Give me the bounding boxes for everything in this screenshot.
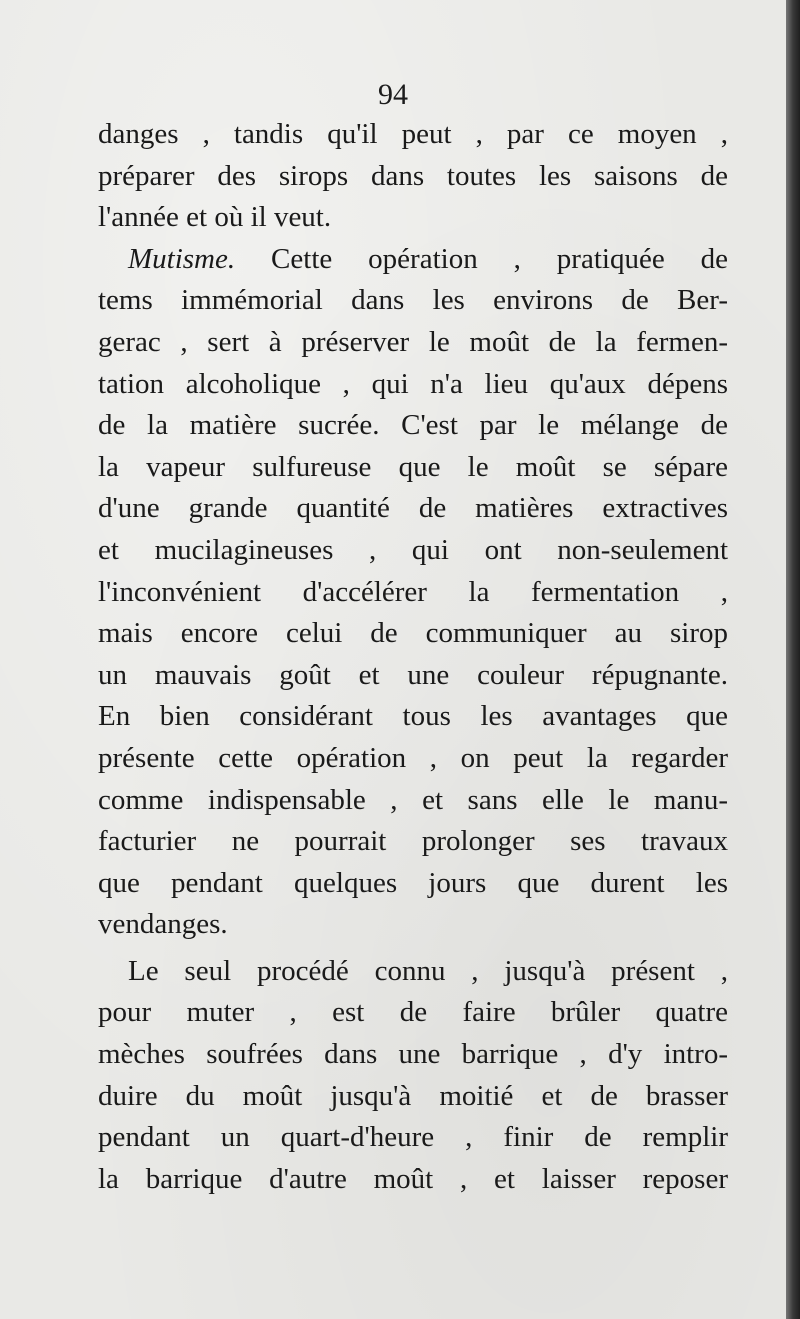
line-text: danges , tandis qu'il peut , par ce moyen , — [98, 118, 728, 150]
text-line — [98, 1159, 728, 1201]
line-text: mais encore celui de communiquer au sirop — [98, 617, 728, 650]
line-text: pendant un quart-d'heure , finir de remplir — [98, 1121, 728, 1154]
text-line — [98, 821, 728, 863]
text-line — [98, 405, 728, 447]
line-text: préparer des sirops dans toutes les saisons de — [98, 159, 728, 192]
text-line — [98, 364, 728, 406]
text-line — [98, 696, 728, 738]
text-line — [98, 863, 728, 905]
text-line — [98, 1076, 728, 1118]
text-line — [98, 322, 728, 364]
text-line — [98, 1034, 728, 1076]
line-text: un mauvais goût et une couleur répugnante. — [98, 658, 728, 691]
line-text: tation alcoholique , qui n'a lieu qu'aux dépens — [98, 367, 728, 400]
text-line — [98, 447, 728, 489]
line-text: la vapeur sulfureuse que le moût se sépare — [98, 450, 728, 483]
line-text: comme indispensable , et sans elle le manu- — [98, 783, 728, 816]
line-text: la barrique d'autre moût , et laisser reposer — [98, 1162, 728, 1195]
line-text: l'année et où il veut. — [98, 201, 332, 234]
text-line — [98, 992, 728, 1034]
section-heading: Mutisme. — [128, 242, 236, 275]
text-line — [98, 197, 728, 239]
page-number: 94 — [378, 78, 408, 111]
line-text: gerac , sert à préserver le moût de la fermen- — [98, 325, 728, 358]
line-text: pour muter , est de faire brûler quatre — [98, 996, 728, 1029]
text-line — [98, 239, 728, 281]
text-line — [98, 904, 728, 946]
text-line — [98, 530, 728, 572]
text-line — [98, 613, 728, 655]
line-text: mèches soufrées dans une barrique , d'y intro- — [98, 1038, 728, 1071]
text-line — [98, 488, 728, 530]
line-text: de la matière sucrée. C'est par le mélange de — [98, 409, 728, 442]
line-text: duire du moût jusqu'à moitié et de brasser — [98, 1079, 728, 1112]
text-line — [98, 280, 728, 322]
text-line — [98, 738, 728, 780]
text-line — [98, 156, 728, 198]
line-text: d'une grande quantité de matières extractives — [98, 492, 728, 525]
text-line — [98, 780, 728, 822]
line-text: et mucilagineuses , qui ont non-seulement — [98, 533, 728, 566]
text-line — [98, 655, 728, 697]
text-line — [98, 1117, 728, 1159]
line-text: tems immémorial dans les environs de Ber- — [98, 284, 728, 317]
text-line — [98, 572, 728, 614]
page-edge-shadow — [786, 0, 800, 1319]
line-text: que pendant quelques jours que durent les — [98, 866, 728, 899]
text-line — [98, 951, 728, 993]
line-text: Cette opération , pratiquée de — [235, 242, 728, 275]
text-line — [98, 114, 728, 156]
line-text: vendanges. — [98, 908, 228, 941]
line-text: l'inconvénient d'accélérer la fermentation , — [98, 575, 728, 608]
line-text: présente cette opération , on peut la regarder — [98, 741, 728, 774]
line-text: facturier ne pourrait prolonger ses travaux — [98, 825, 728, 858]
body-text — [98, 114, 728, 1200]
line-text: En bien considérant tous les avantages que — [98, 700, 728, 733]
line-text: Le seul procédé connu , jusqu'à présent , — [128, 954, 728, 987]
